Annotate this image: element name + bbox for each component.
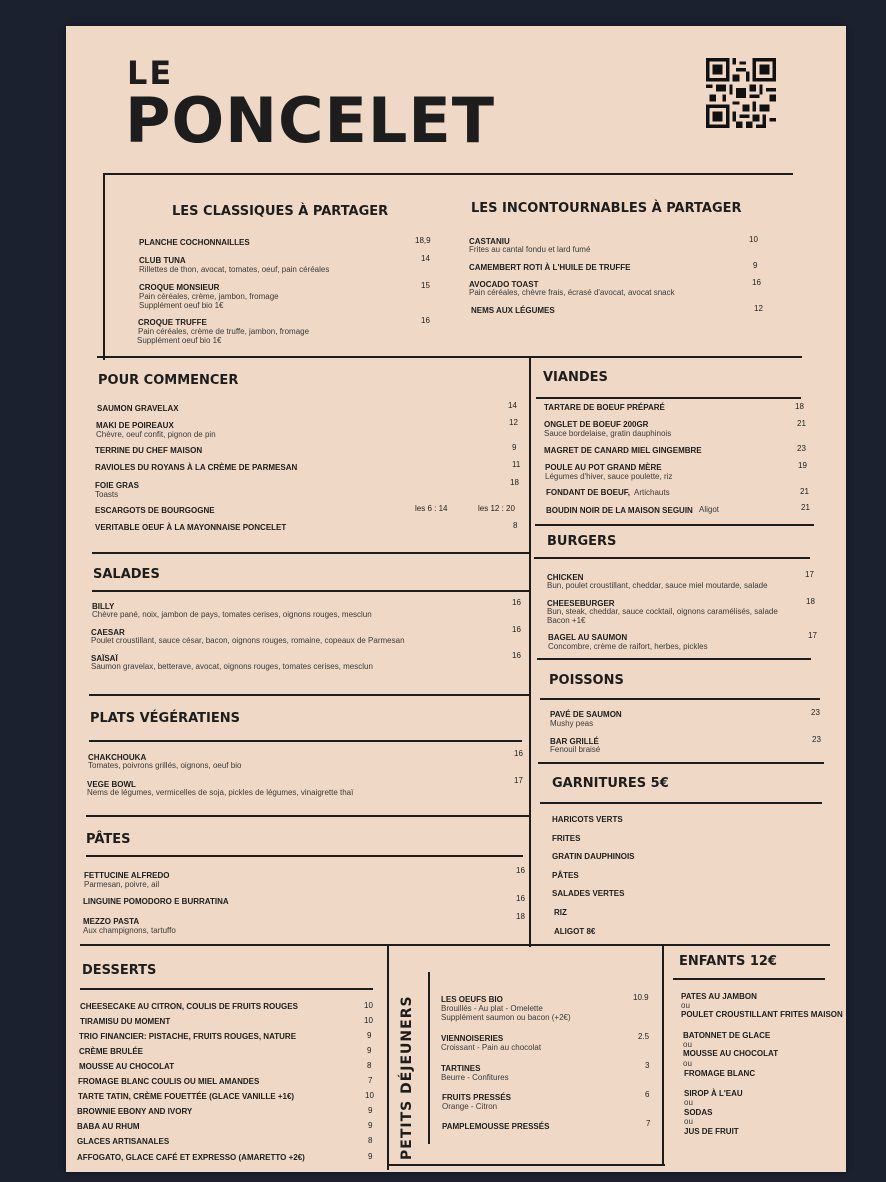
divider [538, 762, 824, 764]
menu-item-name: RAVIOLES DU ROYANS À LA CRÈME DE PARMESAN [95, 463, 298, 472]
garniture-item: SALADES VERTES [552, 889, 625, 898]
dessert-item-price: 8 [367, 1061, 372, 1070]
menu-item-name: CROQUE MONSIEUR [139, 283, 220, 292]
dessert-item-price: 10 [364, 1016, 373, 1025]
menu-item-name: FRUITS PRESSÉS [442, 1093, 511, 1102]
menu-item-price: 16 [512, 598, 521, 607]
divider [540, 698, 820, 700]
menu-item-price: 16 [512, 625, 521, 634]
divider [103, 173, 105, 360]
restaurant-name-prefix: LE [127, 54, 174, 92]
menu-item-description: Brouillés - Au plat - Omelette [441, 1004, 543, 1013]
menu-item-name: ESCARGOTS DE BOURGOGNE [95, 506, 215, 515]
menu-item-description: Saumon gravelax, betterave, avocat, oignons rouges, tomates cerises, mesclun [91, 662, 373, 671]
menu-item-price: 2.5 [638, 1032, 650, 1041]
menu-item-description: Aligot [699, 505, 720, 514]
divider [537, 658, 811, 660]
menu-item-price: 3 [645, 1061, 650, 1070]
dessert-item-name: GLACES ARTISANALES [77, 1137, 170, 1146]
dessert-item-price: 9 [368, 1152, 373, 1161]
menu-item-price: 9 [512, 443, 517, 452]
menu-item-description: Croissant - Pain au chocolat [441, 1043, 542, 1052]
enfants-or: ou [684, 1098, 693, 1107]
menu-item-name: VERITABLE OEUF À LA MAYONNAISE PONCELET [95, 523, 287, 532]
menu-item-price: 19 [798, 461, 807, 470]
menu-item-price: 21 [801, 503, 810, 512]
dessert-item-name: BROWNIE EBONY AND IVORY [77, 1107, 193, 1116]
dessert-item-name: CRÈME BRULÉE [79, 1047, 144, 1056]
menu-item-price: 8 [513, 521, 518, 530]
divider [92, 552, 531, 554]
menu-item-price: 16 [512, 651, 521, 660]
divider [86, 815, 531, 817]
dessert-item-price: 9 [367, 1031, 372, 1040]
menu-item-price: 16 [421, 316, 430, 325]
menu-item-price: 12 [509, 418, 518, 427]
menu-item-name: TARTINES [441, 1064, 481, 1073]
divider [86, 855, 523, 857]
divider [97, 356, 802, 358]
menu-item-price: 21 [800, 487, 809, 496]
menu-item-name: POULE AU POT GRAND MÈRE [545, 463, 662, 472]
divider [387, 1164, 665, 1166]
divider [89, 740, 522, 742]
menu-item-name: CHAKCHOUKA [88, 753, 147, 762]
menu-item-name: PLANCHE COCHONNAILLES [139, 238, 250, 247]
enfants-or: ou [683, 1040, 692, 1049]
dessert-item-price: 9 [367, 1046, 372, 1055]
menu-item-price: 16 [752, 278, 761, 287]
divider [534, 557, 810, 559]
menu-item-price: 18 [795, 402, 804, 411]
enfants-choice: SODAS [684, 1108, 713, 1117]
menu-item-name: CAMEMBERT ROTI À L'HUILE DE TRUFFE [469, 263, 631, 272]
enfants-choice: POULET CROUSTILLANT FRITES MAISON [681, 1010, 843, 1019]
dessert-item-price: 9 [368, 1106, 373, 1115]
menu-item-name: BILLY [92, 602, 115, 611]
section-title-viandes: VIANDES [543, 370, 608, 385]
menu-item-description: Supplément oeuf bio 1€ [137, 336, 222, 345]
menu-item-name: FETTUCINE ALFREDO [84, 871, 170, 880]
menu-item-description: Pain céréales, crème de truffe, jambon, fromage [138, 327, 310, 336]
menu-item-description: Bun, poulet croustillant, cheddar, sauce miel moutarde, salade [547, 581, 768, 590]
menu-item-price: 14 [508, 401, 517, 410]
menu-item-name: SAUMON GRAVELAX [97, 404, 179, 413]
dessert-item-price: 10 [364, 1001, 373, 1010]
menu-item-description: Beurre - Confitures [441, 1073, 509, 1082]
menu-item-name: FONDANT DE BOEUF, [546, 488, 630, 497]
menu-item-description: Pain céréales, chèvre frais, écrasé d'avocat, avocat snack [469, 288, 675, 297]
enfants-choice: MOUSSE AU CHOCOLAT [683, 1049, 779, 1058]
menu-item-description: Artichauts [634, 488, 670, 497]
enfants-choice: SIROP À L'EAU [684, 1089, 743, 1098]
menu-item-description: Pain céréales, crème, jambon, fromage [139, 292, 279, 301]
garniture-item: RIZ [554, 908, 567, 917]
menu-item-description: Aux champignons, tartuffo [83, 926, 176, 935]
menu-item-name: CLUB TUNA [139, 256, 186, 265]
menu-item-name: PAVÉ DE SAUMON [550, 710, 622, 719]
menu-item-price: 18 [510, 478, 519, 487]
dessert-item-name: MOUSSE AU CHOCOLAT [79, 1062, 175, 1071]
menu-item-price: 16 [514, 749, 523, 758]
dessert-item-name: CHEESECAKE AU CITRON, COULIS DE FRUITS ROUGES [80, 1002, 298, 1011]
section-title-classiques: LES CLASSIQUES À PARTAGER [172, 204, 389, 219]
menu-item-name: FOIE GRAS [95, 481, 140, 490]
menu-item-price: 10.9 [633, 993, 649, 1002]
divider [387, 946, 389, 1170]
enfants-choice: FROMAGE BLANC [684, 1069, 756, 1078]
menu-item-price: 17 [808, 631, 817, 640]
menu-item-price: 6 [645, 1090, 650, 1099]
menu-item-price: 23 [797, 444, 806, 453]
menu-item-price: 7 [646, 1119, 651, 1128]
menu-item-description: Nems de légumes, vermicelles de soja, pickles de légumes, vinaigrette thaï [87, 788, 354, 797]
menu-item-price: 11 [512, 460, 521, 469]
menu-item-description: Légumes d'hiver, sauce poulette, riz [545, 472, 673, 481]
garniture-item: HARICOTS VERTS [552, 815, 623, 824]
menu-item-name: TARTARE DE BOEUF PRÉPARÉ [544, 403, 665, 412]
menu-item-name: CHICKEN [547, 573, 584, 582]
divider [89, 694, 530, 696]
menu-item-price: 15 [421, 281, 430, 290]
restaurant-name: PONCELET [125, 84, 496, 157]
menu-item-description: Parmesan, poivre, ail [84, 880, 160, 889]
garniture-item: FRITES [552, 834, 581, 843]
section-title-enfants: ENFANTS 12€ [679, 954, 777, 969]
garniture-item: ALIGOT 8€ [554, 927, 596, 936]
enfants-choice: BATONNET DE GLACE [683, 1031, 771, 1040]
menu-item-description: Poulet croustillant, sauce césar, bacon, oignons rouges, romaine, copeaux de Parmesan [91, 636, 405, 645]
menu-item-name: VIENNOISERIES [441, 1034, 504, 1043]
menu-item-price-6: les 6 : 14 [415, 504, 448, 513]
menu-item-description: Bun, steak, cheddar, sauce cocktail, oignons caramélisés, salade [547, 607, 778, 616]
divider [673, 978, 825, 980]
menu-item-description: Rillettes de thon, avocat, tomates, oeuf, pain céréales [139, 265, 330, 274]
menu-item-name: BOUDIN NOIR DE LA MAISON SEGUIN [546, 506, 693, 515]
menu-item-name: TERRINE DU CHEF MAISON [95, 446, 203, 455]
section-title-vege: PLATS VÉGÉRATIENS [90, 711, 241, 726]
menu-item-name: LES OEUFS BIO [441, 995, 503, 1004]
section-title-poissons: POISSONS [549, 673, 624, 688]
menu-item-price: 18,9 [415, 236, 431, 245]
garniture-item: PÂTES [552, 871, 579, 880]
menu-item-description: Supplément oeuf bio 1€ [139, 301, 224, 310]
menu-item-price: 23 [811, 708, 820, 717]
section-title-desserts: DESSERTS [82, 963, 157, 978]
divider [103, 173, 793, 175]
menu-item-name: AVOCADO TOAST [469, 280, 539, 289]
menu-item-price: 16 [516, 894, 525, 903]
menu-item-description: Sauce bordelaise, gratin dauphinois [544, 429, 672, 438]
menu-item-description: Bacon +1€ [547, 616, 586, 625]
menu-item-price: 17 [514, 776, 523, 785]
menu-item-name: BAR GRILLÉ [550, 737, 599, 746]
dessert-item-name: AFFOGATO, GLACE CAFÉ ET EXPRESSO (AMARETTO +2€) [77, 1153, 305, 1162]
menu-item-description: Toasts [95, 490, 119, 499]
dessert-item-name: TIRAMISU DU MOMENT [80, 1017, 171, 1026]
menu-item-price: 16 [516, 866, 525, 875]
menu-item-description: Orange - Citron [442, 1102, 498, 1111]
menu-item-price: 17 [805, 570, 814, 579]
divider [80, 988, 373, 990]
menu-item-description: Concombre, crème de raifort, herbes, pickles [548, 642, 708, 651]
section-title-garnitures: GARNITURES 5€ [552, 776, 669, 791]
enfants-or: ou [684, 1117, 693, 1126]
section-title-petits-dejeuners: PETITS DÉJEUNERS [399, 995, 415, 1160]
menu-item-price: 10 [749, 235, 758, 244]
dessert-item-name: BABA AU RHUM [77, 1122, 140, 1131]
menu-item-price: 18 [806, 597, 815, 606]
menu-item-description: Fenouil braisé [550, 745, 601, 754]
menu-item-name: MEZZO PASTA [83, 917, 140, 926]
enfants-or: ou [681, 1001, 690, 1010]
menu-item-price: 12 [754, 304, 763, 313]
enfants-choice: PATES AU JAMBON [681, 992, 757, 1001]
menu-item-name: SAÏSAÏ [91, 654, 118, 663]
divider [529, 357, 531, 947]
section-title-salades: SALADES [93, 567, 160, 582]
divider [662, 944, 664, 1164]
dessert-item-name: FROMAGE BLANC COULIS OU MIEL AMANDES [78, 1077, 260, 1086]
menu-item-name: CROQUE TRUFFE [138, 318, 207, 327]
dessert-item-price: 10 [365, 1091, 374, 1100]
section-title-burgers: BURGERS [547, 534, 617, 549]
menu-item-price: 23 [812, 735, 821, 744]
menu-item-description: Chèvre, oeuf confit, pignon de pin [96, 430, 216, 439]
menu-item-name: MAGRET DE CANARD MIEL GINGEMBRE [544, 446, 702, 455]
menu-item-name: NEMS AUX LÉGUMES [471, 306, 555, 315]
menu-item-name: PAMPLEMOUSSE PRESSÉS [442, 1122, 550, 1131]
menu-item-name: CHEESEBURGER [547, 599, 615, 608]
menu-item-name: CAESAR [91, 628, 125, 637]
dessert-item-price: 8 [368, 1136, 373, 1145]
menu-item-description: Supplément saumon ou bacon (+2€) [441, 1013, 571, 1022]
menu-item-description: Chèvre pané, noix, jambon de pays, tomates cerises, oignons rouges, mesclun [92, 610, 372, 619]
menu-item-name: BAGEL AU SAUMON [548, 633, 628, 642]
enfants-choice: JUS DE FRUIT [684, 1127, 739, 1136]
divider [92, 590, 531, 592]
divider [540, 802, 822, 804]
menu-item-name: MAKI DE POIREAUX [96, 421, 174, 430]
menu-item-name: VEGE BOWL [87, 780, 136, 789]
section-title-incontournables: LES INCONTOURNABLES À PARTAGER [471, 201, 742, 216]
enfants-or: ou [683, 1059, 692, 1068]
menu-item-price: 14 [421, 254, 430, 263]
divider [536, 397, 801, 399]
section-title-pates: PÂTES [86, 832, 131, 847]
menu-item-name: ONGLET DE BOEUF 200GR [544, 420, 649, 429]
dessert-item-name: TARTE TATIN, CRÈME FOUETTÉE (GLACE VANILLE +1€) [78, 1092, 295, 1101]
menu-item-price: 18 [516, 912, 525, 921]
menu-item-description: Tomates, poivrons grillés, oignons, oeuf bio [88, 761, 242, 770]
menu-item-description: Mushy peas [550, 719, 594, 728]
menu-item-name: CASTANIU [469, 237, 510, 246]
garniture-item: GRATIN DAUPHINOIS [552, 852, 635, 861]
menu-item-price: 21 [797, 419, 806, 428]
menu-item-price-12: les 12 : 20 [478, 504, 515, 513]
dessert-item-name: TRIO FINANCIER: PISTACHE, FRUITS ROUGES, NATURE [79, 1032, 297, 1041]
qr-code-icon[interactable] [705, 58, 777, 128]
section-title-commencer: POUR COMMENCER [98, 373, 239, 388]
menu-item-price: 9 [753, 261, 758, 270]
divider [535, 524, 814, 526]
dessert-item-price: 7 [368, 1076, 373, 1085]
menu-item-description: Frites au cantal fondu et lard fumé [469, 245, 591, 254]
divider [80, 944, 830, 946]
dessert-item-price: 9 [368, 1121, 373, 1130]
menu-item-name: LINGUINE POMODORO E BURRATINA [83, 897, 229, 906]
divider [428, 972, 430, 1144]
